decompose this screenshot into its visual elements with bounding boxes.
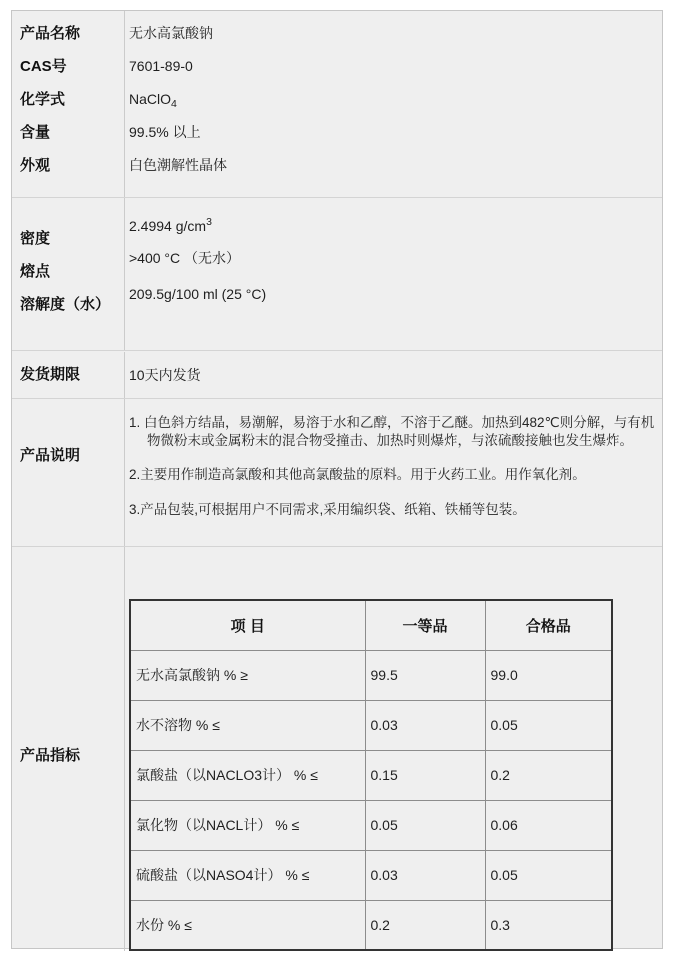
description-item-1: 1. 白色斜方结晶，易潮解，易溶于水和乙醇，不溶于乙醚。加热到482℃则分解，与有机物微粉末或金属粉末的混合物受撞击、加热时则爆炸，与浓硫酸接触也发生爆炸。 — [129, 415, 655, 448]
delivery-value-cell — [125, 352, 662, 398]
physical-props-labels — [12, 198, 125, 350]
spec-grade1-value: 0.03 — [365, 700, 485, 750]
spec-grade2-value: 0.05 — [485, 850, 612, 900]
spec-item: 无水高氯酸钠 % ≥ — [130, 650, 365, 700]
product-spec-table — [11, 10, 663, 949]
spec-grade2-value: 99.0 — [485, 650, 612, 700]
specs-header-item: 项 目 — [130, 600, 365, 650]
specs-header-row — [130, 600, 612, 650]
solubility-value: 209.5g/100 ml (25 °C) — [129, 286, 267, 302]
physical-props-values — [125, 198, 662, 350]
specs-value-cell — [125, 547, 662, 951]
table-row — [130, 700, 612, 750]
spec-item: 氯化物（以NACL计） % ≤ — [130, 800, 365, 850]
spec-item: 氯酸盐（以NACLO3计） % ≤ — [130, 750, 365, 800]
content-value: 99.5% 以上 — [129, 124, 201, 140]
table-row — [130, 650, 612, 700]
delivery-value: 10天内发货 — [129, 366, 201, 383]
spec-item: 水份 % ≤ — [130, 900, 365, 950]
spec-item: 水不溶物 % ≤ — [130, 700, 365, 750]
density-label: 密度 — [20, 230, 51, 247]
solubility-label: 溶解度（水） — [20, 296, 111, 313]
appearance-value: 白色潮解性晶体 — [129, 157, 227, 173]
product-name-label: 产品名称 — [20, 25, 81, 42]
melting-point-value: >400 °C （无水） — [129, 250, 241, 266]
spec-grade1-value: 0.03 — [365, 850, 485, 900]
melting-point-label: 熔点 — [20, 263, 51, 280]
chemical-formula-value: NaClO$_4$ — [129, 91, 177, 110]
spec-grade2-value: 0.06 — [485, 800, 612, 850]
physical-props-section — [12, 198, 662, 351]
table-row — [130, 750, 612, 800]
specs-header-grade2: 合格品 — [485, 600, 612, 650]
chemical-formula-label: 化学式 — [20, 91, 66, 108]
delivery-section — [12, 351, 662, 399]
spec-item: 硫酸盐（以NASO4计） % ≤ — [130, 850, 365, 900]
formula-subscript: 4 — [171, 98, 177, 110]
spec-grade1-value: 0.05 — [365, 800, 485, 850]
table-row — [130, 850, 612, 900]
basic-info-section — [12, 11, 662, 198]
density-superscript: 3 — [206, 216, 212, 228]
basic-info-values — [125, 11, 662, 197]
specs-label-cell — [12, 547, 125, 951]
specs-header-grade1: 一等品 — [365, 600, 485, 650]
spec-grade2-value: 0.3 — [485, 900, 612, 950]
spec-grade2-value: 0.2 — [485, 750, 612, 800]
delivery-label: 发货期限 — [20, 365, 81, 383]
cas-number-label: CAS号 — [20, 58, 67, 75]
description-section — [12, 399, 662, 547]
description-value-cell — [125, 399, 662, 546]
specs-label: 产品指标 — [20, 747, 81, 764]
spec-grade1-value: 0.15 — [365, 750, 485, 800]
product-name-value: 无水高氯酸钠 — [129, 25, 213, 41]
density-value: 2.4994 $g/cm^3$ — [129, 216, 212, 234]
description-label-cell — [12, 399, 125, 546]
spec-grade2-value: 0.05 — [485, 700, 612, 750]
specs-section — [12, 547, 662, 951]
delivery-label-cell — [12, 352, 125, 398]
appearance-label: 外观 — [20, 157, 51, 174]
description-item-3: 3.产品包装,可根据用户不同需求,采用编织袋、纸箱、铁桶等包装。 — [129, 501, 526, 517]
cas-number-value: 7601-89-0 — [129, 58, 193, 74]
basic-info-labels — [12, 11, 125, 197]
content-label: 含量 — [20, 124, 51, 141]
specs-table — [129, 599, 613, 951]
description-item-2: 2.主要用作制造高氯酸和其他高氯酸盐的原料。用于火药工业。用作氧化剂。 — [129, 467, 586, 482]
table-row — [130, 800, 612, 850]
description-label: 产品说明 — [20, 447, 81, 464]
spec-grade1-value: 0.2 — [365, 900, 485, 950]
table-row — [130, 900, 612, 950]
spec-grade1-value: 99.5 — [365, 650, 485, 700]
